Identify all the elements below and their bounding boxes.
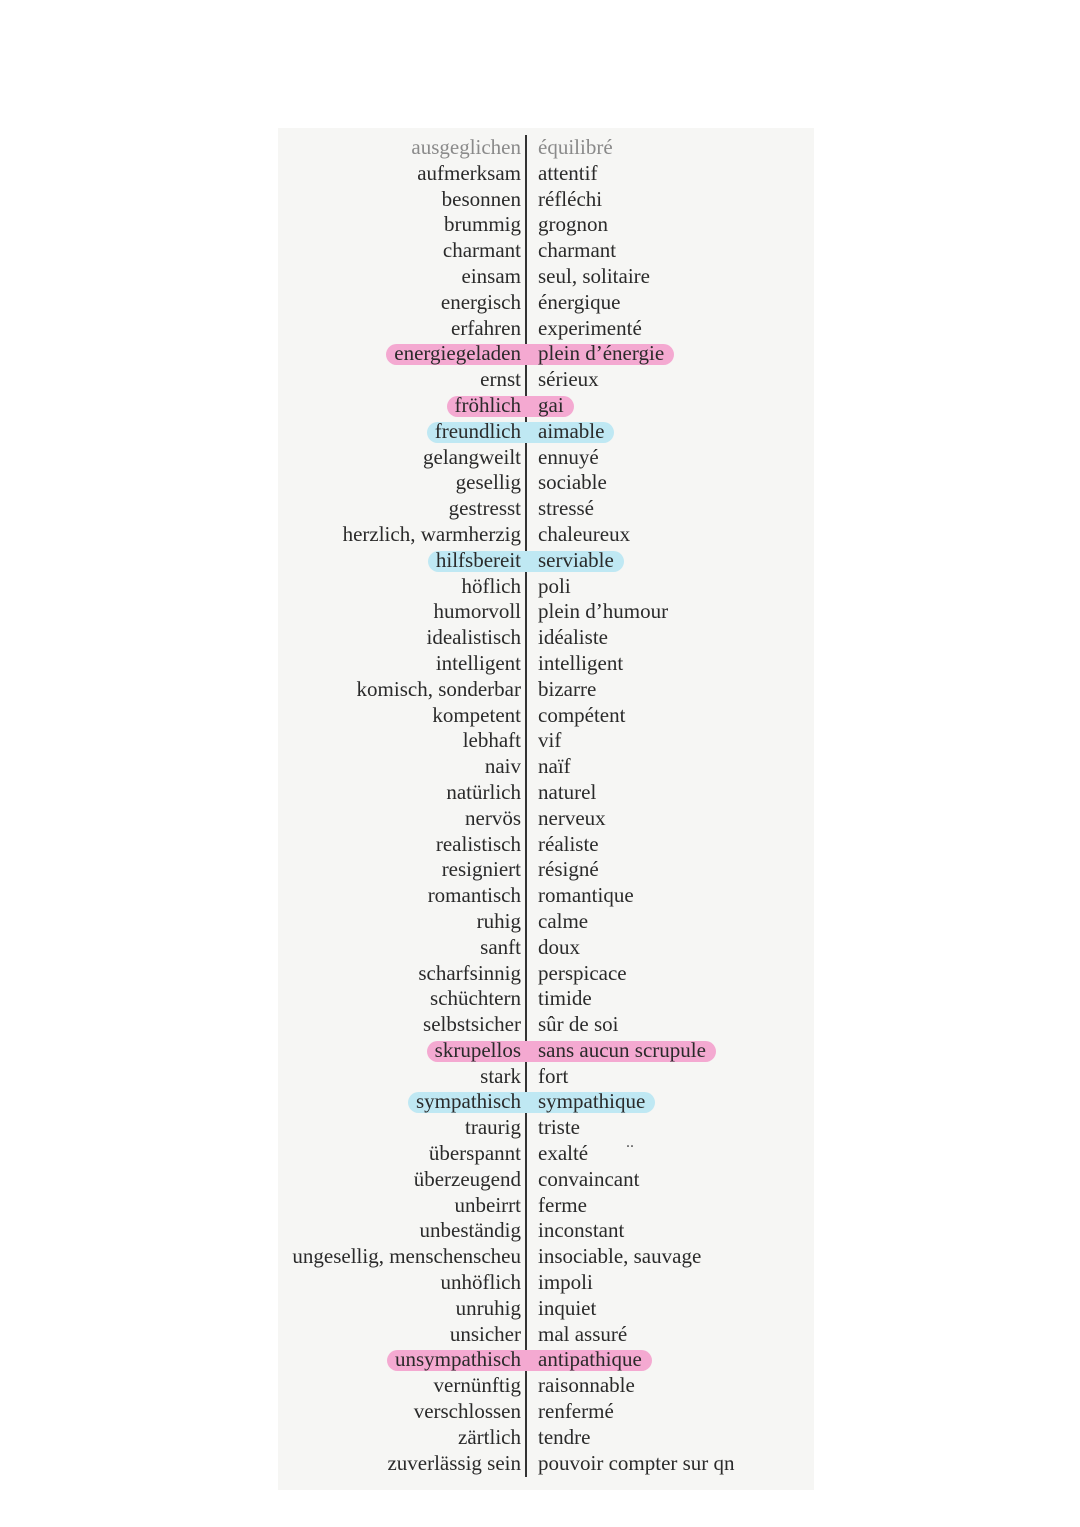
french-term: exalté (538, 1141, 589, 1166)
vocab-row (0, 496, 1080, 522)
vocab-row (0, 393, 1080, 419)
vocab-row (0, 1193, 1080, 1219)
french-term: stressé (538, 496, 594, 521)
french-term: naïf (538, 754, 571, 779)
french-term: insociable, sauvage (538, 1244, 702, 1269)
vocab-row (0, 316, 1080, 342)
vocab-row (0, 1244, 1080, 1270)
vocab-row (0, 470, 1080, 496)
vocab-row (0, 290, 1080, 316)
german-term: hilfsbereit (435, 547, 521, 572)
german-term: überspannt (428, 1141, 521, 1166)
german-term: traurig (465, 1115, 521, 1140)
german-term: intelligent (435, 650, 521, 675)
german-term: energiegeladen (394, 341, 521, 366)
vocab-row (0, 367, 1080, 393)
vocab-row (0, 961, 1080, 987)
french-term: raisonnable (538, 1373, 635, 1398)
vocab-row (0, 1451, 1080, 1477)
german-term: natürlich (446, 779, 521, 804)
french-term: convaincant (538, 1166, 640, 1191)
german-term: sympathisch (416, 1089, 521, 1114)
german-term: unhöflich (440, 1270, 521, 1295)
german-term: aufmerksam (417, 160, 521, 185)
vocab-row (0, 703, 1080, 729)
german-term: überzeugend (413, 1166, 521, 1191)
german-term: nervös (465, 805, 521, 830)
german-term: energisch (440, 289, 521, 314)
french-term: fort (538, 1063, 569, 1088)
vocab-row (0, 625, 1080, 651)
vocab-row (0, 1089, 1080, 1115)
french-term: équilibré (538, 135, 613, 159)
german-term: romantisch (427, 883, 521, 908)
french-term: calme (538, 908, 589, 933)
vocabulary-list (0, 135, 1080, 1476)
french-term: réfléchi (538, 186, 603, 211)
german-term: erfahren (451, 315, 521, 340)
vocab-row (0, 212, 1080, 238)
german-term: ernst (480, 367, 521, 392)
german-term: gelangweilt (423, 444, 521, 469)
vocab-row (0, 161, 1080, 187)
vocab-row (0, 1038, 1080, 1064)
vocab-row (0, 1347, 1080, 1373)
french-term: impoli (538, 1270, 593, 1295)
german-term: gesellig (455, 470, 521, 495)
vocab-row (0, 445, 1080, 471)
french-term: romantique (538, 883, 634, 908)
german-term: naiv (484, 754, 521, 779)
vocab-row (0, 677, 1080, 703)
german-term: resigniert (441, 857, 521, 882)
vocab-row (0, 728, 1080, 754)
french-term: attentif (538, 160, 598, 185)
vocab-row (0, 1141, 1080, 1167)
vocab-row (0, 806, 1080, 832)
french-term: inquiet (538, 1295, 597, 1320)
french-term: bizarre (538, 676, 597, 701)
french-term: sérieux (538, 367, 599, 392)
french-term: ferme (538, 1192, 587, 1217)
french-term: compétent (538, 702, 626, 727)
french-term: serviable (538, 547, 614, 572)
vocab-row (0, 522, 1080, 548)
french-term: sûr de soi (538, 1012, 619, 1037)
french-term: seul, solitaire (538, 263, 650, 288)
german-term: charmant (442, 238, 521, 263)
german-term: brummig (444, 212, 521, 237)
vocab-row (0, 832, 1080, 858)
french-term: énergique (538, 289, 621, 314)
vocab-row (0, 341, 1080, 367)
vocab-row (0, 935, 1080, 961)
vocab-row (0, 857, 1080, 883)
german-term: sanft (480, 934, 521, 959)
german-term: scharfsinnig (418, 960, 521, 985)
vocab-row (0, 1270, 1080, 1296)
german-term: höflich (461, 573, 521, 598)
vocab-row (0, 1399, 1080, 1425)
vocab-row (0, 238, 1080, 264)
vocab-row (0, 1322, 1080, 1348)
german-term: ruhig (476, 908, 521, 933)
french-term: perspicace (538, 960, 627, 985)
french-term: timide (538, 986, 592, 1011)
french-term: aimable (538, 418, 605, 443)
german-term: herzlich, warmherzig (342, 521, 521, 546)
german-term: einsam (461, 263, 521, 288)
french-term: experimenté (538, 315, 642, 340)
german-term: zärtlich (458, 1424, 521, 1449)
vocab-row (0, 1218, 1080, 1244)
vocab-row (0, 548, 1080, 574)
german-term: besonnen (441, 186, 521, 211)
german-term: realistisch (435, 831, 521, 856)
french-term: antipathique (538, 1347, 642, 1372)
vocab-row (0, 574, 1080, 600)
german-term: komisch, sonderbar (356, 676, 521, 701)
german-term: schüchtern (430, 986, 521, 1011)
vocab-row (0, 1115, 1080, 1141)
french-term: plein d’humour (538, 599, 669, 624)
french-term: triste (538, 1115, 580, 1140)
french-term: doux (538, 934, 580, 959)
vocab-row (0, 1012, 1080, 1038)
vocab-row (0, 264, 1080, 290)
german-term: ausgeglichen (411, 135, 521, 159)
french-term: pouvoir compter sur qn (538, 1450, 735, 1475)
german-term: verschlossen (413, 1399, 521, 1424)
german-term: unbeständig (419, 1218, 521, 1243)
german-term: selbstsicher (423, 1012, 521, 1037)
german-term: freundlich (434, 418, 521, 443)
french-term: grognon (538, 212, 608, 237)
french-term: tendre (538, 1424, 591, 1449)
french-term: intelligent (538, 650, 624, 675)
french-term: naturel (538, 779, 597, 804)
german-term: vernünftig (433, 1373, 521, 1398)
french-term: sympathique (538, 1089, 646, 1114)
german-term: unbeirrt (454, 1192, 521, 1217)
french-term: vif (538, 728, 562, 753)
vocab-row (0, 187, 1080, 213)
french-term: idéaliste (538, 625, 608, 650)
german-term: idealistisch (426, 625, 521, 650)
french-term: réaliste (538, 831, 599, 856)
vocab-row (0, 135, 1080, 161)
vocab-row (0, 1425, 1080, 1451)
german-term: zuverlässig sein (387, 1450, 521, 1475)
german-term: unruhig (455, 1295, 521, 1320)
vocab-row (0, 883, 1080, 909)
vocab-row (0, 909, 1080, 935)
german-term: unsympathisch (395, 1347, 521, 1372)
french-term: nerveux (538, 805, 606, 830)
vocab-row (0, 419, 1080, 445)
vocab-row (0, 780, 1080, 806)
vocab-row (0, 986, 1080, 1012)
french-term: résigné (538, 857, 599, 882)
french-term: sociable (538, 470, 607, 495)
german-term: fröhlich (454, 392, 521, 417)
vocab-row (0, 1373, 1080, 1399)
german-term: lebhaft (462, 728, 521, 753)
german-term: ungesellig, menschenscheu (292, 1244, 521, 1269)
french-term: charmant (538, 238, 617, 263)
german-term: gestresst (448, 496, 521, 521)
french-term: plein d’énergie (538, 341, 665, 366)
french-term: poli (538, 573, 571, 598)
vocab-row (0, 1064, 1080, 1090)
french-term: chaleureux (538, 521, 631, 546)
french-term: gai (538, 392, 564, 417)
german-term: stark (480, 1063, 521, 1088)
german-term: unsicher (449, 1321, 521, 1346)
german-term: skrupellos (434, 1037, 521, 1062)
french-term: mal assuré (538, 1321, 628, 1346)
stray-dots: .. (626, 1134, 634, 1151)
vocab-row (0, 1296, 1080, 1322)
german-term: kompetent (432, 702, 521, 727)
vocab-row (0, 599, 1080, 625)
vocab-row (0, 754, 1080, 780)
french-term: ennuyé (538, 444, 599, 469)
french-term: renfermé (538, 1399, 614, 1424)
vocab-row (0, 1167, 1080, 1193)
french-term: sans aucun scrupule (538, 1037, 706, 1062)
french-term: inconstant (538, 1218, 625, 1243)
vocab-row (0, 651, 1080, 677)
german-term: humorvoll (433, 599, 521, 624)
